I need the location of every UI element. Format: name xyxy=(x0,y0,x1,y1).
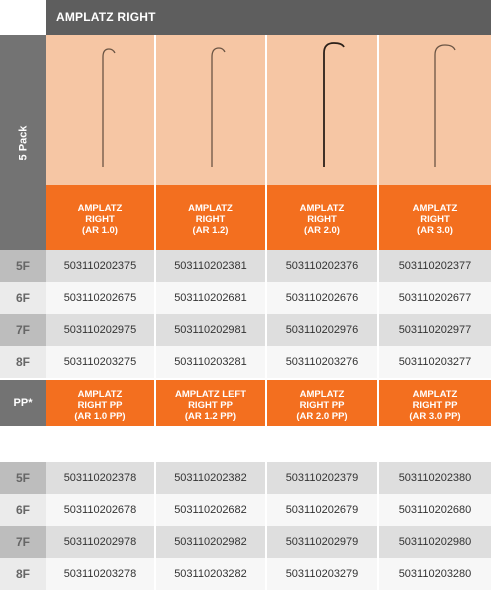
label-line: (AR 1.0) xyxy=(82,225,118,236)
label-line: (AR 1.0 PP) xyxy=(74,410,126,422)
product-code: 503110202981 xyxy=(156,314,267,346)
product-code: 503110202380 xyxy=(379,462,491,494)
label-line: AMPLATZ xyxy=(299,388,345,400)
product-code: 503110203277 xyxy=(379,346,491,378)
label-ar-3-0 xyxy=(379,185,491,250)
table-row xyxy=(0,282,491,314)
label-ar-2-0 xyxy=(267,185,379,250)
product-code: 503110202975 xyxy=(46,314,156,346)
label-line: (AR 2.0 PP) xyxy=(296,410,348,422)
catheter-image-ar-1-0 xyxy=(46,35,156,185)
pp-label-row xyxy=(46,380,491,426)
label-ar-1-0-pp xyxy=(46,380,156,426)
product-code: 503110202675 xyxy=(46,282,156,314)
table-row xyxy=(0,558,491,590)
label-line: RIGHT xyxy=(307,214,337,225)
label-line: AMPLATZ xyxy=(188,203,233,214)
label-ar-1-2 xyxy=(156,185,267,250)
product-code: 503110202979 xyxy=(267,526,379,558)
label-line: RIGHT xyxy=(195,214,226,225)
product-code: 503110202382 xyxy=(156,462,267,494)
label-ar-1-0 xyxy=(46,185,156,250)
label-line: (AR 1.2) xyxy=(192,225,229,236)
label-line: (AR 3.0 PP) xyxy=(409,410,461,422)
size-label: 6F xyxy=(0,494,46,526)
table-row xyxy=(0,314,491,346)
label-line: RIGHT xyxy=(420,214,450,225)
label-line: AMPLATZ xyxy=(412,203,458,214)
five-pack-side-label xyxy=(0,35,46,250)
five-pack-label-row xyxy=(46,185,491,250)
table-row xyxy=(0,526,491,558)
product-code: 503110203279 xyxy=(267,558,379,590)
product-code: 503110203275 xyxy=(46,346,156,378)
product-code: 503110202377 xyxy=(379,250,491,282)
label-line: (AR 2.0) xyxy=(304,225,340,236)
label-line: (AR 3.0) xyxy=(417,225,453,236)
product-code: 503110202982 xyxy=(156,526,267,558)
product-code: 503110203280 xyxy=(379,558,491,590)
five-pack-label-text: 5 Pack xyxy=(17,125,29,160)
table-corner xyxy=(0,0,46,35)
table-title: AMPLATZ RIGHT xyxy=(46,0,491,35)
product-code: 503110202381 xyxy=(156,250,267,282)
product-code: 503110203278 xyxy=(46,558,156,590)
label-ar-1-2-pp xyxy=(156,380,267,426)
product-code: 503110202980 xyxy=(379,526,491,558)
label-line: AMPLATZ xyxy=(77,388,123,400)
label-line: (AR 1.2 PP) xyxy=(184,410,237,422)
product-code: 503110202976 xyxy=(267,314,379,346)
size-label: 8F xyxy=(0,346,46,378)
label-line: RIGHT PP xyxy=(188,399,233,411)
label-line: AMPLATZ xyxy=(412,388,458,400)
table-row xyxy=(0,494,491,526)
size-label: 7F xyxy=(0,526,46,558)
product-code: 503110202378 xyxy=(46,462,156,494)
catheter-image-row xyxy=(46,35,491,185)
product-code: 503110202977 xyxy=(379,314,491,346)
product-code: 503110203276 xyxy=(267,346,379,378)
size-label: 6F xyxy=(0,282,46,314)
catheter-image-ar-2-0 xyxy=(267,35,379,185)
product-code: 503110202677 xyxy=(379,282,491,314)
size-label: 8F xyxy=(0,558,46,590)
label-line: AMPLATZ xyxy=(299,203,345,214)
size-label: 7F xyxy=(0,314,46,346)
title-row xyxy=(0,0,491,35)
product-code: 503110202680 xyxy=(379,494,491,526)
product-code: 503110202678 xyxy=(46,494,156,526)
product-code: 503110202379 xyxy=(267,462,379,494)
table-row xyxy=(0,462,491,494)
product-code: 503110202682 xyxy=(156,494,267,526)
product-code: 503110203282 xyxy=(156,558,267,590)
label-ar-2-0-pp xyxy=(267,380,379,426)
label-ar-3-0-pp xyxy=(379,380,491,426)
label-line: RIGHT PP xyxy=(412,399,458,411)
table-row xyxy=(0,250,491,282)
size-label: 5F xyxy=(0,462,46,494)
product-code: 503110202676 xyxy=(267,282,379,314)
label-line: RIGHT PP xyxy=(77,399,123,411)
size-label: 5F xyxy=(0,250,46,282)
product-code: 503110203281 xyxy=(156,346,267,378)
label-line: RIGHT PP xyxy=(299,399,345,411)
product-code: 503110202681 xyxy=(156,282,267,314)
table-row xyxy=(0,346,491,378)
product-code: 503110202376 xyxy=(267,250,379,282)
product-code: 503110202978 xyxy=(46,526,156,558)
label-line: RIGHT xyxy=(85,214,115,225)
product-code: 503110202679 xyxy=(267,494,379,526)
pp-side-label: PP* xyxy=(0,380,46,426)
label-line: AMPLATZ LEFT xyxy=(174,388,247,400)
catheter-image-ar-3-0 xyxy=(379,35,491,185)
product-code: 503110202375 xyxy=(46,250,156,282)
label-line: AMPLATZ xyxy=(77,203,123,214)
catheter-image-ar-1-2 xyxy=(156,35,267,185)
